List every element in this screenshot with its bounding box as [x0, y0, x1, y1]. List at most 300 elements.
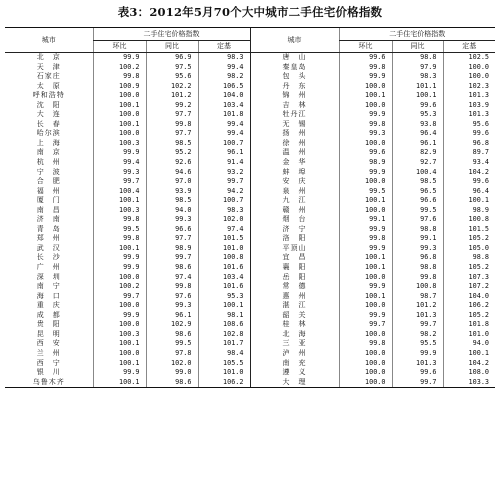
- right-city-cell: 徐 州: [250, 139, 339, 149]
- right-city-cell: 湛 江: [250, 301, 339, 311]
- right-mom-cell: 99.6: [339, 148, 392, 158]
- right-base-cell: 107.2: [443, 282, 495, 292]
- mom-header-right: 环比: [339, 41, 392, 53]
- left-city-cell: 重 庆: [36, 301, 61, 310]
- left-mom-cell: 100.0: [93, 110, 146, 120]
- right-base-cell: 98.9: [443, 206, 495, 216]
- right-city-cell: 温 州: [250, 148, 339, 158]
- table-row: [5, 177, 495, 187]
- right-yoy-cell: 95.5: [392, 339, 443, 349]
- right-base-cell: 100.1: [443, 349, 495, 359]
- right-base-cell: 100.0: [443, 72, 495, 82]
- table-row: [5, 196, 495, 206]
- right-mom-cell: 99.8: [339, 120, 392, 130]
- left-base-cell: 100.7: [198, 139, 250, 149]
- left-yoy-cell: 97.4: [146, 273, 198, 283]
- left-city-cell: 深 圳: [36, 272, 61, 281]
- left-base-cell: 103.4: [198, 101, 250, 111]
- right-base-cell: 101.3: [443, 110, 495, 120]
- left-mom-cell: 100.1: [93, 378, 146, 388]
- table-row: [5, 82, 495, 92]
- left-city-cell: 济 南: [36, 215, 61, 224]
- right-mom-cell: 100.0: [339, 359, 392, 369]
- right-base-cell: 105.2: [443, 263, 495, 273]
- left-yoy-cell: 102.9: [146, 320, 198, 330]
- right-city-cell: 金 华: [250, 158, 339, 168]
- right-base-cell: 102.3: [443, 82, 495, 92]
- right-city-cell: 烟 台: [250, 215, 339, 225]
- table-row: [5, 129, 495, 139]
- right-yoy-cell: 99.6: [392, 368, 443, 378]
- right-base-cell: 101.5: [443, 225, 495, 235]
- left-city-cell: 杭 州: [36, 158, 61, 167]
- right-yoy-cell: 93.8: [392, 120, 443, 130]
- base-header-left: 定基: [198, 41, 250, 53]
- right-base-cell: 94.0: [443, 339, 495, 349]
- left-base-cell: 108.6: [198, 320, 250, 330]
- left-base-cell: 101.6: [198, 282, 250, 292]
- left-city-cell: 宁 波: [36, 167, 61, 176]
- right-mom-cell: 99.5: [339, 187, 392, 197]
- right-base-cell: 100.8: [443, 215, 495, 225]
- right-mom-cell: 100.1: [339, 196, 392, 206]
- right-city-cell: 洛 阳: [250, 234, 339, 244]
- right-yoy-cell: 97.6: [392, 215, 443, 225]
- left-base-cell: 99.4: [198, 120, 250, 130]
- left-city-cell: 南 昌: [36, 205, 61, 214]
- table-row: [5, 349, 495, 359]
- left-yoy-cell: 92.6: [146, 158, 198, 168]
- left-yoy-cell: 98.5: [146, 196, 198, 206]
- right-yoy-cell: 98.2: [392, 330, 443, 340]
- right-base-cell: 98.8: [443, 253, 495, 263]
- left-mom-cell: 99.8: [93, 234, 146, 244]
- left-yoy-cell: 98.6: [146, 330, 198, 340]
- right-base-cell: 95.6: [443, 120, 495, 130]
- right-mom-cell: 99.8: [339, 234, 392, 244]
- left-mom-cell: 100.1: [93, 359, 146, 369]
- right-mom-cell: 99.9: [339, 168, 392, 178]
- right-mom-cell: 99.9: [339, 282, 392, 292]
- right-city-cell: 秦皇岛: [250, 63, 339, 73]
- right-yoy-cell: 99.8: [392, 273, 443, 283]
- left-base-cell: 104.0: [198, 91, 250, 101]
- right-city-cell: 扬 州: [250, 129, 339, 139]
- header-row-top: [5, 28, 495, 41]
- left-yoy-cell: 99.5: [146, 339, 198, 349]
- table-row: [5, 63, 495, 73]
- left-base-cell: 98.3: [198, 53, 250, 63]
- right-base-cell: 100.1: [443, 196, 495, 206]
- right-base-cell: 104.2: [443, 359, 495, 369]
- right-yoy-cell: 98.8: [392, 53, 443, 63]
- mom-header-left: 环比: [93, 41, 146, 53]
- table-row: [5, 215, 495, 225]
- right-city-cell: 宜 昌: [250, 253, 339, 263]
- right-yoy-cell: 99.6: [392, 101, 443, 111]
- left-mom-cell: 100.3: [93, 139, 146, 149]
- left-mom-cell: 100.2: [93, 63, 146, 73]
- right-mom-cell: 100.0: [339, 273, 392, 283]
- left-mom-cell: 100.0: [93, 349, 146, 359]
- left-yoy-cell: 99.3: [146, 301, 198, 311]
- right-yoy-cell: 101.3: [392, 359, 443, 369]
- left-yoy-cell: 96.1: [146, 311, 198, 321]
- right-yoy-cell: 100.1: [392, 91, 443, 101]
- left-city-cell: 广 州: [36, 263, 61, 272]
- right-yoy-cell: 99.5: [392, 206, 443, 216]
- right-mom-cell: 100.0: [339, 349, 392, 359]
- table-title: 表3：2012年5月70个大中城市二手住宅价格指数: [117, 5, 383, 19]
- base-header-right: 定基: [443, 41, 495, 53]
- table-row: [5, 187, 495, 197]
- left-city-cell: 海 口: [36, 291, 61, 300]
- table-row: [5, 311, 495, 321]
- left-yoy-cell: 98.6: [146, 263, 198, 273]
- left-base-cell: 101.0: [198, 244, 250, 254]
- left-mom-cell: 99.7: [93, 292, 146, 302]
- left-mom-cell: 99.9: [93, 148, 146, 158]
- left-yoy-cell: 97.8: [146, 349, 198, 359]
- left-yoy-cell: 98.5: [146, 139, 198, 149]
- left-city-cell: 南 京: [36, 148, 61, 157]
- left-base-cell: 102.8: [198, 330, 250, 340]
- left-base-cell: 97.4: [198, 225, 250, 235]
- right-city-cell: 北 海: [250, 330, 339, 340]
- left-city-cell: 福 州: [36, 186, 61, 195]
- right-city-cell: 桂 林: [250, 320, 339, 330]
- left-base-cell: 106.2: [198, 378, 250, 388]
- left-yoy-cell: 94.6: [146, 168, 198, 178]
- table-row: [5, 225, 495, 235]
- left-mom-cell: 100.4: [93, 187, 146, 197]
- table-row: [5, 53, 495, 63]
- left-city-cell: 天 津: [36, 62, 61, 71]
- left-city-cell: 郑 州: [36, 234, 61, 243]
- right-mom-cell: 100.1: [339, 292, 392, 302]
- left-yoy-cell: 99.0: [146, 368, 198, 378]
- right-city-cell: 赣 州: [250, 206, 339, 216]
- city-header-right: 城市: [250, 28, 339, 53]
- right-base-cell: 102.5: [443, 53, 495, 63]
- right-city-cell: 泸 州: [250, 349, 339, 359]
- left-mom-cell: 100.0: [93, 273, 146, 283]
- left-city-cell: 武 汉: [36, 243, 61, 252]
- right-mom-cell: 99.9: [339, 110, 392, 120]
- right-base-cell: 96.4: [443, 187, 495, 197]
- table-row: [5, 139, 495, 149]
- right-city-cell: 韶 关: [250, 311, 339, 321]
- left-city-cell: 长 沙: [36, 253, 61, 262]
- left-yoy-cell: 95.2: [146, 148, 198, 158]
- left-mom-cell: 99.8: [93, 72, 146, 82]
- right-yoy-cell: 99.1: [392, 234, 443, 244]
- table-row: [5, 234, 495, 244]
- right-city-cell: 岳 阳: [250, 273, 339, 283]
- yoy-header-left: 同比: [146, 41, 198, 53]
- right-city-cell: 丹 东: [250, 82, 339, 92]
- right-mom-cell: 100.0: [339, 368, 392, 378]
- left-city-cell: 呼和浩特: [32, 91, 65, 100]
- table-row: [5, 368, 495, 378]
- right-city-cell: 锦 州: [250, 91, 339, 101]
- right-yoy-cell: 98.5: [392, 177, 443, 187]
- right-yoy-cell: 100.4: [392, 168, 443, 178]
- left-mom-cell: 99.9: [93, 368, 146, 378]
- right-city-cell: 唐 山: [250, 53, 339, 63]
- left-base-cell: 102.0: [198, 215, 250, 225]
- left-city-cell: 上 海: [36, 138, 61, 147]
- left-base-cell: 94.2: [198, 187, 250, 197]
- left-base-cell: 101.7: [198, 339, 250, 349]
- right-yoy-cell: 96.5: [392, 187, 443, 197]
- left-yoy-cell: 93.9: [146, 187, 198, 197]
- left-mom-cell: 99.9: [93, 53, 146, 63]
- left-mom-cell: 100.1: [93, 101, 146, 111]
- right-base-cell: 106.2: [443, 301, 495, 311]
- left-mom-cell: 100.1: [93, 196, 146, 206]
- right-base-cell: 101.3: [443, 91, 495, 101]
- left-base-cell: 99.7: [198, 177, 250, 187]
- right-city-cell: 蚌 埠: [250, 168, 339, 178]
- right-yoy-cell: 99.7: [392, 320, 443, 330]
- table-row: [5, 282, 495, 292]
- price-index-table: [5, 27, 495, 388]
- left-base-cell: 103.4: [198, 273, 250, 283]
- left-mom-cell: 100.3: [93, 330, 146, 340]
- right-city-cell: 平顶山: [250, 244, 339, 254]
- left-yoy-cell: 95.6: [146, 72, 198, 82]
- left-city-cell: 大 连: [36, 110, 61, 119]
- table-row: [5, 320, 495, 330]
- right-mom-cell: 99.9: [339, 72, 392, 82]
- left-base-cell: 98.3: [198, 206, 250, 216]
- right-yoy-cell: 96.1: [392, 139, 443, 149]
- left-yoy-cell: 98.6: [146, 378, 198, 388]
- table-row: [5, 148, 495, 158]
- right-city-cell: 安 庆: [250, 177, 339, 187]
- right-city-cell: 济 宁: [250, 225, 339, 235]
- right-mom-cell: 100.0: [339, 82, 392, 92]
- left-base-cell: 99.4: [198, 129, 250, 139]
- left-mom-cell: 100.9: [93, 82, 146, 92]
- right-yoy-cell: 99.3: [392, 244, 443, 254]
- left-base-cell: 101.5: [198, 234, 250, 244]
- left-yoy-cell: 96.9: [146, 53, 198, 63]
- table-row: [5, 206, 495, 216]
- table-row: [5, 244, 495, 254]
- left-yoy-cell: 97.7: [146, 129, 198, 139]
- left-mom-cell: 100.0: [93, 129, 146, 139]
- right-city-cell: 九 江: [250, 196, 339, 206]
- left-yoy-cell: 97.5: [146, 63, 198, 73]
- left-city-cell: 太 原: [36, 81, 61, 90]
- right-yoy-cell: 101.2: [392, 301, 443, 311]
- table-row: [5, 253, 495, 263]
- right-base-cell: 101.8: [443, 320, 495, 330]
- right-mom-cell: 99.3: [339, 129, 392, 139]
- right-mom-cell: 99.9: [339, 311, 392, 321]
- right-base-cell: 105.2: [443, 234, 495, 244]
- table-row: [5, 273, 495, 283]
- table-row: [5, 301, 495, 311]
- left-city-cell: 厦 门: [36, 196, 61, 205]
- left-yoy-cell: 99.8: [146, 282, 198, 292]
- left-base-cell: 100.8: [198, 253, 250, 263]
- right-base-cell: 96.8: [443, 139, 495, 149]
- left-city-cell: 沈 阳: [36, 100, 61, 109]
- left-base-cell: 106.5: [198, 82, 250, 92]
- right-yoy-cell: 95.3: [392, 110, 443, 120]
- right-city-cell: 遵 义: [250, 368, 339, 378]
- right-yoy-cell: 101.1: [392, 82, 443, 92]
- left-city-cell: 青 岛: [36, 224, 61, 233]
- right-yoy-cell: 96.4: [392, 129, 443, 139]
- left-mom-cell: 100.1: [93, 120, 146, 130]
- left-base-cell: 91.4: [198, 158, 250, 168]
- left-base-cell: 95.3: [198, 292, 250, 302]
- table-row: [5, 101, 495, 111]
- table-row: [5, 91, 495, 101]
- right-city-cell: 吉 林: [250, 101, 339, 111]
- right-mom-cell: 99.7: [339, 320, 392, 330]
- left-base-cell: 96.1: [198, 148, 250, 158]
- right-yoy-cell: 101.3: [392, 311, 443, 321]
- left-city-cell: 合 肥: [36, 177, 61, 186]
- right-yoy-cell: 99.9: [392, 349, 443, 359]
- right-yoy-cell: 96.6: [392, 196, 443, 206]
- table-row: [5, 120, 495, 130]
- right-base-cell: 103.9: [443, 101, 495, 111]
- table-row: [5, 292, 495, 302]
- left-city-cell: 哈尔滨: [36, 129, 61, 138]
- right-yoy-cell: 92.7: [392, 158, 443, 168]
- right-mom-cell: 100.0: [339, 139, 392, 149]
- right-base-cell: 101.0: [443, 330, 495, 340]
- right-mom-cell: 98.9: [339, 158, 392, 168]
- right-mom-cell: 100.0: [339, 330, 392, 340]
- right-city-cell: 牡丹江: [250, 110, 339, 120]
- table-row: [5, 330, 495, 340]
- left-city-cell: 兰 州: [36, 348, 61, 357]
- left-city-cell: 昆 明: [36, 329, 61, 338]
- left-city-cell: 贵 阳: [36, 320, 61, 329]
- right-mom-cell: 99.1: [339, 215, 392, 225]
- right-base-cell: 105.0: [443, 244, 495, 254]
- left-yoy-cell: 99.8: [146, 120, 198, 130]
- left-yoy-cell: 97.7: [146, 110, 198, 120]
- left-mom-cell: 100.3: [93, 206, 146, 216]
- table-row: [5, 359, 495, 369]
- left-mom-cell: 100.0: [93, 301, 146, 311]
- right-city-cell: 惠 州: [250, 292, 339, 302]
- left-yoy-cell: 96.6: [146, 225, 198, 235]
- right-city-cell: 泉 州: [250, 187, 339, 197]
- left-mom-cell: 100.0: [93, 91, 146, 101]
- right-base-cell: 108.0: [443, 368, 495, 378]
- left-city-cell: 西 宁: [36, 358, 61, 367]
- left-yoy-cell: 97.6: [146, 292, 198, 302]
- right-mom-cell: 100.0: [339, 101, 392, 111]
- left-base-cell: 99.4: [198, 63, 250, 73]
- table-row: [5, 263, 495, 273]
- left-yoy-cell: 94.0: [146, 206, 198, 216]
- left-mom-cell: 99.8: [93, 215, 146, 225]
- right-base-cell: 107.3: [443, 273, 495, 283]
- right-base-cell: 99.6: [443, 129, 495, 139]
- left-yoy-cell: 102.0: [146, 359, 198, 369]
- right-city-cell: 无 锡: [250, 120, 339, 130]
- left-base-cell: 101.0: [198, 368, 250, 378]
- left-mom-cell: 100.1: [93, 244, 146, 254]
- right-yoy-cell: 98.7: [392, 292, 443, 302]
- left-mom-cell: 99.3: [93, 168, 146, 178]
- right-city-cell: 包 头: [250, 72, 339, 82]
- left-base-cell: 93.2: [198, 168, 250, 178]
- right-mom-cell: 100.1: [339, 91, 392, 101]
- left-base-cell: 105.5: [198, 359, 250, 369]
- left-yoy-cell: 99.2: [146, 101, 198, 111]
- right-city-cell: 常 德: [250, 282, 339, 292]
- table-row: [5, 158, 495, 168]
- right-mom-cell: 100.0: [339, 301, 392, 311]
- left-city-cell: 银 川: [36, 368, 61, 377]
- right-base-cell: 105.2: [443, 311, 495, 321]
- right-mom-cell: 100.0: [339, 206, 392, 216]
- table-body: [5, 53, 495, 388]
- left-city-cell: 成 都: [36, 310, 61, 319]
- left-yoy-cell: 102.2: [146, 82, 198, 92]
- right-base-cell: 103.3: [443, 378, 495, 388]
- right-base-cell: 104.2: [443, 168, 495, 178]
- left-yoy-cell: 101.2: [146, 91, 198, 101]
- right-yoy-cell: 97.9: [392, 63, 443, 73]
- right-yoy-cell: 98.8: [392, 225, 443, 235]
- left-base-cell: 101.8: [198, 110, 250, 120]
- left-base-cell: 98.2: [198, 72, 250, 82]
- right-mom-cell: 99.6: [339, 53, 392, 63]
- left-base-cell: 100.1: [198, 301, 250, 311]
- left-mom-cell: 99.9: [93, 253, 146, 263]
- left-city-cell: 南 宁: [36, 282, 61, 291]
- left-yoy-cell: 99.3: [146, 215, 198, 225]
- right-city-cell: 大 理: [250, 378, 339, 388]
- table-row: [5, 110, 495, 120]
- right-city-cell: 三 亚: [250, 339, 339, 349]
- left-yoy-cell: 99.7: [146, 253, 198, 263]
- left-city-cell: 石家庄: [36, 72, 61, 81]
- left-base-cell: 101.6: [198, 263, 250, 273]
- right-base-cell: 99.6: [443, 177, 495, 187]
- left-mom-cell: 99.9: [93, 263, 146, 273]
- right-mom-cell: 100.1: [339, 263, 392, 273]
- left-mom-cell: 100.0: [93, 320, 146, 330]
- right-yoy-cell: 99.7: [392, 378, 443, 388]
- right-yoy-cell: 96.8: [392, 253, 443, 263]
- right-mom-cell: 100.0: [339, 378, 392, 388]
- left-mom-cell: 99.7: [93, 177, 146, 187]
- right-yoy-cell: 82.9: [392, 148, 443, 158]
- left-base-cell: 100.7: [198, 196, 250, 206]
- right-base-cell: 89.7: [443, 148, 495, 158]
- right-mom-cell: 99.9: [339, 225, 392, 235]
- right-mom-cell: 100.0: [339, 177, 392, 187]
- right-yoy-cell: 98.8: [392, 263, 443, 273]
- right-yoy-cell: 98.3: [392, 72, 443, 82]
- right-yoy-cell: 100.8: [392, 282, 443, 292]
- left-mom-cell: 100.1: [93, 339, 146, 349]
- right-city-cell: 襄 阳: [250, 263, 339, 273]
